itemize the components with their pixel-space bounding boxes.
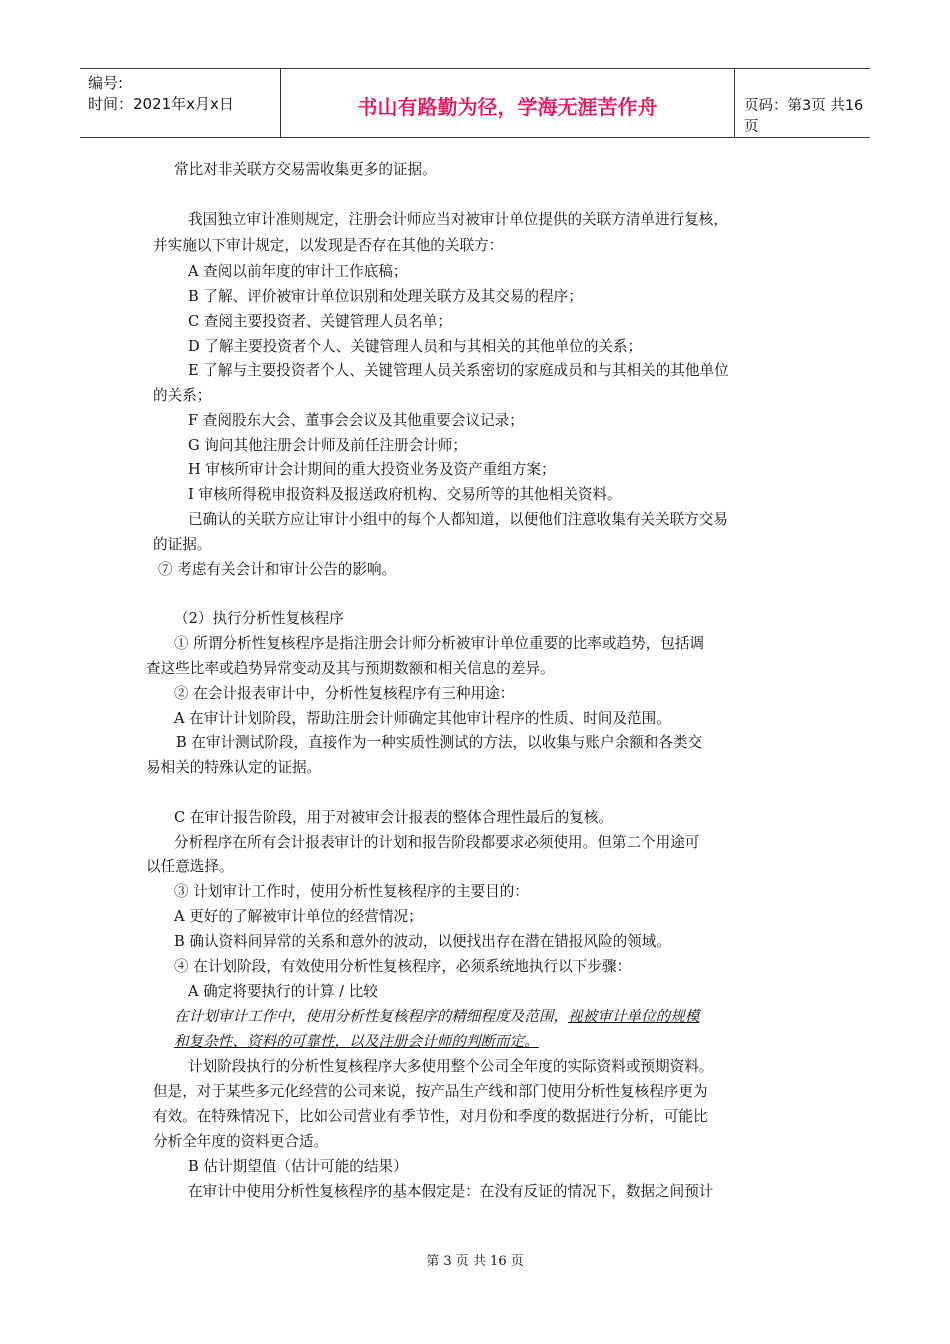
header-left-cell [80,69,281,137]
italic-line [174,1007,699,1027]
body-line: 计划阶段执行的分析性复核程序大多使用整个公司全年度的实际资料或预期资料。 [188,1058,714,1075]
body-line: 我国独立审计准则规定，注册会计师应当对被审计单位提供的关联方清单进行复核， [188,211,728,228]
body-line: B 了解、评价被审计单位识别和处理关联方及其交易的程序； [188,288,583,305]
body-line: G 询问其他注册会计师及前任注册会计师； [188,437,467,454]
body-line: B 估计期望值（估计可能的结果） [188,1158,408,1175]
body-line: 的证据。 [153,536,212,553]
body-line: 的关系； [153,387,212,404]
body-line: D 了解主要投资者个人、关键管理人员和与其相关的其他单位的关系； [188,338,643,355]
body-line: B 在审计测试阶段，直接作为一种实质性测试的方法，以收集与账户余额和各类交 [176,734,703,751]
underlined-text: 视被审计单位的规模 [568,1008,700,1025]
page-footer: 第 3 页 共 16 页 [426,1254,524,1269]
body-line: 有效。在特殊情况下，比如公司营业有季节性，对月份和季度的数据进行分析，可能比 [153,1108,708,1125]
body-line: E 了解与主要投资者个人、关键管理人员关系密切的家庭成员和与其相关的其他单位 [188,362,729,379]
italic-text: 在计划审计工作中，使用分析性复核程序的精细程度及范围， [174,1008,569,1025]
body-line: ④ 在计划阶段，有效使用分析性复核程序，必须系统地执行以下步骤： [174,958,632,975]
body-line: 在审计中使用分析性复核程序的基本假定是：在没有反证的情况下，数据之间预计 [188,1183,714,1200]
body-line: A 确定将要执行的计算 / 比较 [188,983,378,1000]
body-line: A 查阅以前年度的审计工作底稿； [188,263,408,280]
body-line: A 更好的了解被审计单位的经营情况； [174,908,423,925]
body-line: 但是，对于某些多元化经营的公司来说，按产品生产线和部门使用分析性复核程序更为 [153,1083,708,1100]
body-line: ⑦ 考虑有关会计和审计公告的影响。 [158,561,397,578]
body-line: ② 在会计报表审计中，分析性复核程序有三种用途： [174,685,515,702]
header-page-info: 页码：第3页 共16页 [744,98,864,135]
body-line: C 查阅主要投资者、关键管理人员名单； [188,313,452,330]
body-line: 并实施以下审计规定，以发现是否存在其他的关联方： [153,237,504,254]
body-line: F 查阅股东大会、董事会会议及其他重要会议记录； [188,412,524,429]
body-line: 以任意选择。 [146,858,234,875]
body-line: 分析全年度的资料更合适。 [153,1133,329,1150]
header-right-cell [735,69,870,137]
body-line: B 确认资料间异常的关系和意外的波动，以便找出存在潜在错报风险的领域。 [174,933,671,950]
body-line: 常比对非关联方交易需收集更多的证据。 [174,161,437,178]
body-line: H 审核所审计会计期间的重大投资业务及资产重组方案； [188,461,556,478]
underlined-line: 和复杂性、资料的可靠性，以及注册会计师的判断而定。 [174,1033,539,1050]
body-line: 易相关的特殊认定的证据。 [146,759,322,776]
document-number-label: 编号: [88,74,124,92]
page-header [80,68,870,138]
section-heading: （2）执行分析性复核程序 [174,610,344,627]
body-line: A 在审计计划阶段，帮助注册会计师确定其他审计程序的性质、时间及范围。 [174,710,671,727]
header-motto: 书山有路勤为径，学海无涯苦作舟 [357,95,658,119]
header-middle-cell [281,69,735,137]
body-line: I 审核所得税申报资料及报送政府机构、交易所等的其他相关资料。 [188,486,622,503]
body-line: 已确认的关联方应让审计小组中的每个人都知道，以便他们注意收集有关关联方交易 [188,511,728,528]
body-line: 分析程序在所有会计报表审计的计划和报告阶段都要求必须使用。但第二个用途可 [174,834,700,851]
body-line: ③ 计划审计工作时，使用分析性复核程序的主要目的： [174,883,529,900]
body-line: 查这些比率或趋势异常变动及其与预期数额和相关信息的差异。 [146,660,555,677]
body-line: ① 所谓分析性复核程序是指注册会计师分析被审计单位重要的比率或趋势，包括调 [174,635,705,652]
body-line: C 在审计报告阶段，用于对被审会计报表的整体合理性最后的复核。 [174,809,614,826]
document-date-label: 时间：2021年x月x日 [88,95,234,113]
